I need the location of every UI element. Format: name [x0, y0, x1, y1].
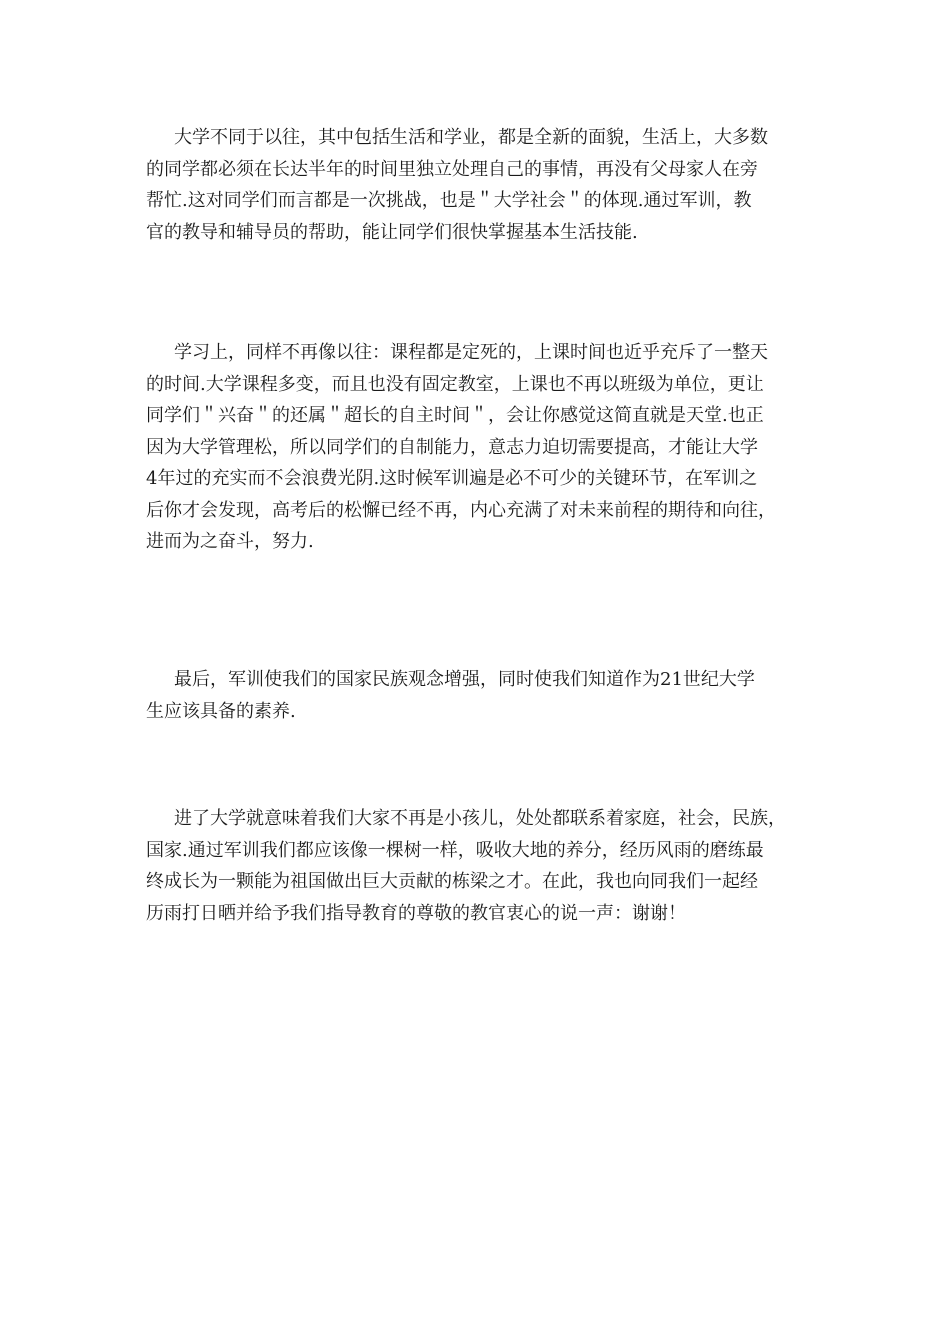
paragraph-line: 最后，军训使我们的国家民族观念增强，同时使我们知道作为21世纪大学 [174, 669, 755, 690]
paragraph-line: 后你才会发现，高考后的松懈已经不再，内心充满了对未来前程的期待和向往， [146, 499, 776, 521]
paragraph-line: 进而为之奋斗，努力. [146, 531, 314, 552]
paragraph-3 [146, 664, 806, 727]
paragraph-line: 因为大学管理松，所以同学们的自制能力，意志力迫切需要提高，才能让大学 [146, 436, 758, 458]
paragraph-4 [146, 803, 806, 929]
paragraph-line: 同学们＂兴奋＂的还属＂超长的自主时间＂，会让你感觉这简直就是天堂.也正 [146, 405, 764, 426]
paragraph-line: 学习上，同样不再像以往：课程都是定死的，上课时间也近乎充斥了一整天 [174, 342, 768, 363]
paragraph-line: 终成长为一颗能为祖国做出巨大贡献的栋梁之才。在此，我也向同我们一起经 [146, 871, 758, 892]
paragraph-line: 生应该具备的素养. [146, 700, 296, 722]
paragraph-line: 官的教导和辅导员的帮助，能让同学们很快掌握基本生活技能. [146, 221, 638, 243]
paragraph-line: 帮忙.这对同学们而言都是一次挑战，也是＂大学社会＂的体现.通过军训，教 [146, 190, 752, 211]
paragraph-line: 4年过的充实而不会浪费光阴.这时候军训遍是必不可少的关键环节，在军训之 [146, 468, 758, 489]
paragraph-line: 的同学都必须在长达半年的时间里独立处理自己的事情，再没有父母家人在旁 [146, 158, 758, 180]
paragraph-line: 进了大学就意味着我们大家不再是小孩儿，处处都联系着家庭，社会，民族， [174, 808, 786, 829]
paragraph-line: 的时间.大学课程多变，而且也没有固定教室，上课也不再以班级为单位，更让 [146, 373, 764, 395]
paragraph-line: 历雨打日晒并给予我们指导教育的尊敬的教官衷心的说一声：谢谢！ [146, 902, 686, 924]
paragraph-1 [146, 122, 806, 248]
paragraph-line: 大学不同于以往，其中包括生活和学业，都是全新的面貌，生活上，大多数 [174, 127, 768, 148]
paragraph-2 [146, 337, 806, 558]
paragraph-line: 国家.通过军训我们都应该像一棵树一样，吸收大地的养分，经历风雨的磨练最 [146, 839, 764, 861]
